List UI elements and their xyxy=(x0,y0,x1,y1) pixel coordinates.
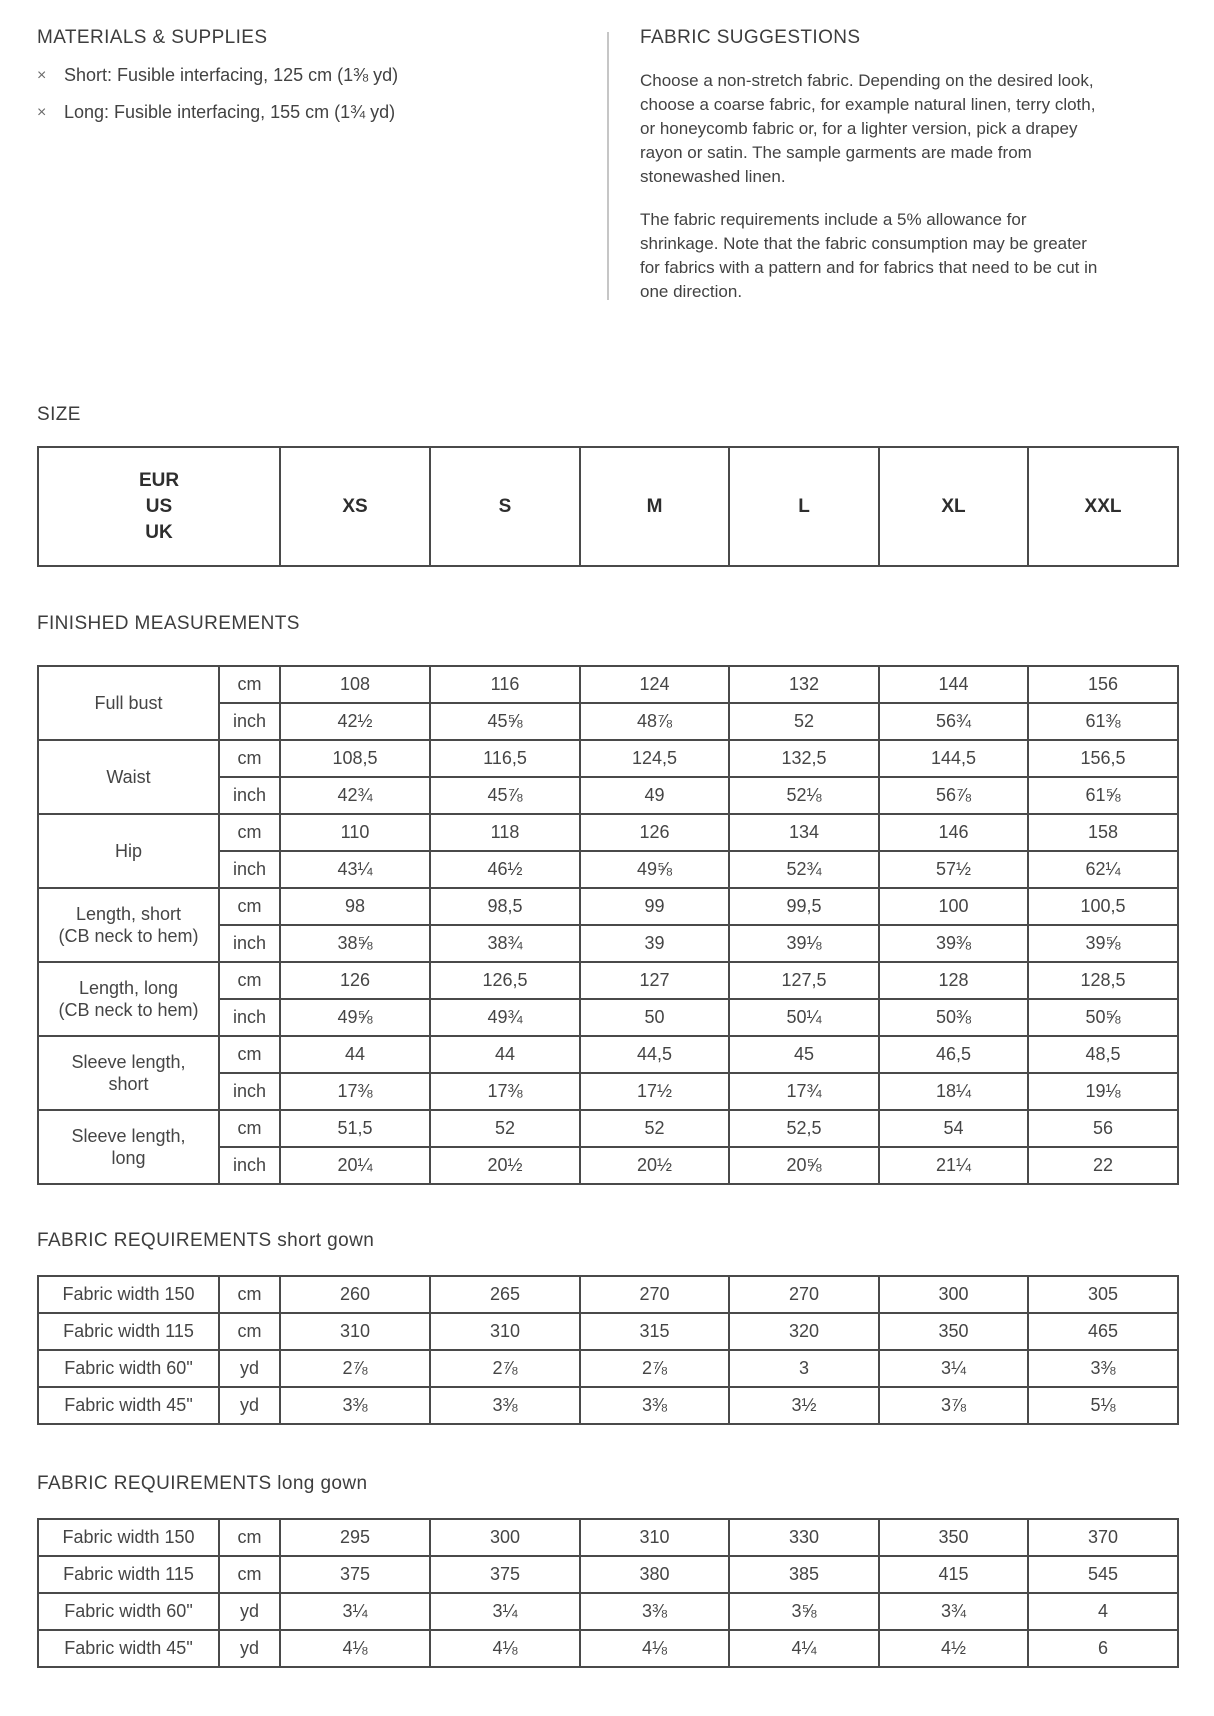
size-region-label: UK xyxy=(145,521,173,543)
value-cell: 48,5 xyxy=(1028,1036,1178,1073)
unit-cell: cm xyxy=(219,1313,280,1350)
value-cell: 144,5 xyxy=(879,740,1028,777)
unit-cell: cm xyxy=(219,740,280,777)
value-cell: 127,5 xyxy=(729,962,879,999)
value-cell: 4¼ xyxy=(729,1630,879,1667)
value-cell: 49⅝ xyxy=(580,851,729,888)
value-cell: 52¾ xyxy=(729,851,879,888)
value-cell: 46½ xyxy=(430,851,580,888)
value-cell: 50 xyxy=(580,999,729,1036)
measurement-label: Sleeve length, long xyxy=(38,1110,219,1184)
value-cell: 49¾ xyxy=(430,999,580,1036)
materials-item xyxy=(37,102,582,123)
value-cell: 62¼ xyxy=(1028,851,1178,888)
unit-cell: yd xyxy=(219,1387,280,1424)
value-cell: 3⅜ xyxy=(430,1387,580,1424)
value-cell: 52⅛ xyxy=(729,777,879,814)
unit-cell: inch xyxy=(219,777,280,814)
value-cell: 38⅝ xyxy=(280,925,430,962)
value-cell: 50⅝ xyxy=(1028,999,1178,1036)
value-cell: 415 xyxy=(879,1556,1028,1593)
fabric-width-label: Fabric width 115 xyxy=(38,1313,219,1350)
unit-cell: cm xyxy=(219,1556,280,1593)
value-cell: 270 xyxy=(580,1276,729,1313)
value-cell: 127 xyxy=(580,962,729,999)
value-cell: 44 xyxy=(280,1036,430,1073)
value-cell: 110 xyxy=(280,814,430,851)
value-cell: 45⅝ xyxy=(430,703,580,740)
fabric-requirements-long-table xyxy=(37,1518,1179,1668)
size-cell: S xyxy=(430,447,580,566)
unit-cell: inch xyxy=(219,851,280,888)
value-cell: 116 xyxy=(430,666,580,703)
value-cell: 100,5 xyxy=(1028,888,1178,925)
value-cell: 108,5 xyxy=(280,740,430,777)
unit-cell: inch xyxy=(219,1147,280,1184)
value-cell: 350 xyxy=(879,1313,1028,1350)
value-cell: 132,5 xyxy=(729,740,879,777)
measurement-label: Sleeve length, short xyxy=(38,1036,219,1110)
value-cell: 18¼ xyxy=(879,1073,1028,1110)
value-cell: 2⅞ xyxy=(280,1350,430,1387)
unit-cell: yd xyxy=(219,1593,280,1630)
size-cell: M xyxy=(580,447,729,566)
measurement-row xyxy=(38,1036,1178,1073)
value-cell: 380 xyxy=(580,1556,729,1593)
value-cell: 370 xyxy=(1028,1519,1178,1556)
value-cell: 128 xyxy=(879,962,1028,999)
value-cell: 52 xyxy=(580,1110,729,1147)
unit-cell: cm xyxy=(219,1519,280,1556)
value-cell: 39 xyxy=(580,925,729,962)
fabric-requirement-row xyxy=(38,1630,1178,1667)
measurement-row xyxy=(38,962,1178,999)
value-cell: 38¾ xyxy=(430,925,580,962)
measurement-label: Waist xyxy=(38,740,219,814)
unit-cell: cm xyxy=(219,888,280,925)
value-cell: 4⅛ xyxy=(280,1630,430,1667)
value-cell: 45 xyxy=(729,1036,879,1073)
fabric-width-label: Fabric width 115 xyxy=(38,1556,219,1593)
measurement-row xyxy=(38,1110,1178,1147)
fabric-requirements-short-table xyxy=(37,1275,1179,1425)
value-cell: 3⅞ xyxy=(879,1387,1028,1424)
fabric-requirement-row xyxy=(38,1556,1178,1593)
value-cell: 49 xyxy=(580,777,729,814)
fabric-requirement-row xyxy=(38,1276,1178,1313)
fabric-width-label: Fabric width 45" xyxy=(38,1630,219,1667)
value-cell: 100 xyxy=(879,888,1028,925)
value-cell: 3¼ xyxy=(430,1593,580,1630)
unit-cell: cm xyxy=(219,1276,280,1313)
value-cell: 3¾ xyxy=(879,1593,1028,1630)
value-cell: 20⅝ xyxy=(729,1147,879,1184)
value-cell: 310 xyxy=(430,1313,580,1350)
value-cell: 3⅜ xyxy=(280,1387,430,1424)
value-cell: 43¼ xyxy=(280,851,430,888)
finished-measurements-table xyxy=(37,665,1179,1185)
value-cell: 44 xyxy=(430,1036,580,1073)
materials-section xyxy=(37,27,582,123)
value-cell: 6 xyxy=(1028,1630,1178,1667)
unit-cell: yd xyxy=(219,1350,280,1387)
fabric-width-label: Fabric width 60" xyxy=(38,1593,219,1630)
value-cell: 310 xyxy=(280,1313,430,1350)
value-cell: 146 xyxy=(879,814,1028,851)
value-cell: 52 xyxy=(430,1110,580,1147)
value-cell: 57½ xyxy=(879,851,1028,888)
measurement-label: Hip xyxy=(38,814,219,888)
value-cell: 144 xyxy=(879,666,1028,703)
value-cell: 465 xyxy=(1028,1313,1178,1350)
value-cell: 260 xyxy=(280,1276,430,1313)
value-cell: 295 xyxy=(280,1519,430,1556)
unit-cell: inch xyxy=(219,1073,280,1110)
value-cell: 39⅝ xyxy=(1028,925,1178,962)
size-header-row xyxy=(38,447,1178,566)
value-cell: 50¼ xyxy=(729,999,879,1036)
value-cell: 545 xyxy=(1028,1556,1178,1593)
value-cell: 17⅜ xyxy=(430,1073,580,1110)
bullet-x-icon: × xyxy=(37,67,47,84)
value-cell: 158 xyxy=(1028,814,1178,851)
value-cell: 56⅞ xyxy=(879,777,1028,814)
size-heading: SIZE xyxy=(37,404,81,425)
column-divider xyxy=(607,32,609,300)
fabric-requirement-row xyxy=(38,1593,1178,1630)
value-cell: 126,5 xyxy=(430,962,580,999)
materials-item-text: Short: Fusible interfacing, 125 cm (1⅜ yd) xyxy=(64,65,399,85)
fabric-requirement-row xyxy=(38,1387,1178,1424)
value-cell: 156 xyxy=(1028,666,1178,703)
materials-item xyxy=(37,65,582,86)
fabric-requirements-long-heading: FABRIC REQUIREMENTS long gown xyxy=(37,1473,368,1494)
value-cell: 44,5 xyxy=(580,1036,729,1073)
value-cell: 42½ xyxy=(280,703,430,740)
unit-cell: cm xyxy=(219,962,280,999)
value-cell: 305 xyxy=(1028,1276,1178,1313)
value-cell: 4⅛ xyxy=(430,1630,580,1667)
value-cell: 50⅜ xyxy=(879,999,1028,1036)
size-region-labels xyxy=(38,447,280,566)
value-cell: 310 xyxy=(580,1519,729,1556)
unit-cell: cm xyxy=(219,666,280,703)
value-cell: 270 xyxy=(729,1276,879,1313)
value-cell: 315 xyxy=(580,1313,729,1350)
unit-cell: inch xyxy=(219,703,280,740)
materials-item-text: Long: Fusible interfacing, 155 cm (1¾ yd) xyxy=(64,102,396,122)
measurement-label: Length, long (CB neck to hem) xyxy=(38,962,219,1036)
value-cell: 265 xyxy=(430,1276,580,1313)
value-cell: 375 xyxy=(430,1556,580,1593)
bullet-x-icon: × xyxy=(37,104,47,121)
value-cell: 99,5 xyxy=(729,888,879,925)
size-cell: L xyxy=(729,447,879,566)
value-cell: 22 xyxy=(1028,1147,1178,1184)
unit-cell: inch xyxy=(219,999,280,1036)
measurement-row xyxy=(38,666,1178,703)
measurement-label: Full bust xyxy=(38,666,219,740)
value-cell: 3¼ xyxy=(280,1593,430,1630)
unit-cell: cm xyxy=(219,814,280,851)
value-cell: 4⅛ xyxy=(580,1630,729,1667)
value-cell: 20¼ xyxy=(280,1147,430,1184)
value-cell: 52,5 xyxy=(729,1110,879,1147)
size-cell: XL xyxy=(879,447,1028,566)
value-cell: 375 xyxy=(280,1556,430,1593)
value-cell: 132 xyxy=(729,666,879,703)
unit-cell: yd xyxy=(219,1630,280,1667)
value-cell: 48⅞ xyxy=(580,703,729,740)
materials-heading: MATERIALS & SUPPLIES xyxy=(37,27,268,48)
value-cell: 3 xyxy=(729,1350,879,1387)
value-cell: 126 xyxy=(280,962,430,999)
value-cell: 56¾ xyxy=(879,703,1028,740)
value-cell: 300 xyxy=(879,1276,1028,1313)
value-cell: 126 xyxy=(580,814,729,851)
value-cell: 3⅝ xyxy=(729,1593,879,1630)
value-cell: 39⅜ xyxy=(879,925,1028,962)
value-cell: 51,5 xyxy=(280,1110,430,1147)
fabric-width-label: Fabric width 150 xyxy=(38,1519,219,1556)
value-cell: 128,5 xyxy=(1028,962,1178,999)
fabric-suggestions-heading: FABRIC SUGGESTIONS xyxy=(640,27,861,48)
value-cell: 39⅛ xyxy=(729,925,879,962)
fabric-width-label: Fabric width 45" xyxy=(38,1387,219,1424)
value-cell: 61⅝ xyxy=(1028,777,1178,814)
value-cell: 54 xyxy=(879,1110,1028,1147)
value-cell: 21¼ xyxy=(879,1147,1028,1184)
finished-measurements-heading: FINISHED MEASUREMENTS xyxy=(37,613,300,634)
value-cell: 20½ xyxy=(430,1147,580,1184)
size-table xyxy=(37,446,1179,567)
fabric-requirements-short-heading: FABRIC REQUIREMENTS short gown xyxy=(37,1230,375,1251)
value-cell: 3¼ xyxy=(879,1350,1028,1387)
value-cell: 46,5 xyxy=(879,1036,1028,1073)
fabric-requirement-row xyxy=(38,1350,1178,1387)
value-cell: 118 xyxy=(430,814,580,851)
value-cell: 108 xyxy=(280,666,430,703)
value-cell: 56 xyxy=(1028,1110,1178,1147)
value-cell: 61⅜ xyxy=(1028,703,1178,740)
unit-cell: cm xyxy=(219,1110,280,1147)
measurement-row xyxy=(38,740,1178,777)
value-cell: 320 xyxy=(729,1313,879,1350)
value-cell: 3⅜ xyxy=(580,1387,729,1424)
value-cell: 99 xyxy=(580,888,729,925)
measurement-label: Length, short (CB neck to hem) xyxy=(38,888,219,962)
measurement-row xyxy=(38,814,1178,851)
fabric-suggestions-paragraph: Choose a non-stretch fabric. Depending on the desired look, choose a coarse fabric, for example natural linen, terry cloth, or honeycomb fabric or, for a lighter version, pick a drapey rayon or satin. The sample garments are made from stonewashed linen. xyxy=(640,71,1096,186)
fabric-suggestions-section xyxy=(640,27,1107,304)
value-cell: 134 xyxy=(729,814,879,851)
value-cell: 49⅝ xyxy=(280,999,430,1036)
size-cell: XXL xyxy=(1028,447,1178,566)
unit-cell: cm xyxy=(219,1036,280,1073)
fabric-width-label: Fabric width 60" xyxy=(38,1350,219,1387)
value-cell: 300 xyxy=(430,1519,580,1556)
value-cell: 2⅞ xyxy=(430,1350,580,1387)
value-cell: 19⅛ xyxy=(1028,1073,1178,1110)
value-cell: 4 xyxy=(1028,1593,1178,1630)
value-cell: 2⅞ xyxy=(580,1350,729,1387)
size-cell: XS xyxy=(280,447,430,566)
value-cell: 42¾ xyxy=(280,777,430,814)
value-cell: 385 xyxy=(729,1556,879,1593)
value-cell: 52 xyxy=(729,703,879,740)
materials-list xyxy=(37,65,582,123)
fabric-suggestions-paragraph: The fabric requirements include a 5% allowance for shrinkage. Note that the fabric consumption may be greater for fabrics with a pattern and for fabrics that need to be cut in one direction. xyxy=(640,210,1098,301)
value-cell: 350 xyxy=(879,1519,1028,1556)
fabric-requirement-row xyxy=(38,1519,1178,1556)
value-cell: 45⅞ xyxy=(430,777,580,814)
size-region-label: EUR xyxy=(138,469,180,491)
unit-cell: inch xyxy=(219,925,280,962)
value-cell: 4½ xyxy=(879,1630,1028,1667)
value-cell: 3⅜ xyxy=(580,1593,729,1630)
value-cell: 17¾ xyxy=(729,1073,879,1110)
fabric-requirement-row xyxy=(38,1313,1178,1350)
value-cell: 20½ xyxy=(580,1147,729,1184)
value-cell: 3⅜ xyxy=(1028,1350,1178,1387)
measurement-row xyxy=(38,888,1178,925)
value-cell: 124 xyxy=(580,666,729,703)
value-cell: 17½ xyxy=(580,1073,729,1110)
value-cell: 3½ xyxy=(729,1387,879,1424)
value-cell: 124,5 xyxy=(580,740,729,777)
value-cell: 98,5 xyxy=(430,888,580,925)
fabric-width-label: Fabric width 150 xyxy=(38,1276,219,1313)
value-cell: 116,5 xyxy=(430,740,580,777)
value-cell: 17⅜ xyxy=(280,1073,430,1110)
size-region-label: US xyxy=(145,495,173,517)
value-cell: 330 xyxy=(729,1519,879,1556)
value-cell: 98 xyxy=(280,888,430,925)
value-cell: 5⅛ xyxy=(1028,1387,1178,1424)
value-cell: 156,5 xyxy=(1028,740,1178,777)
